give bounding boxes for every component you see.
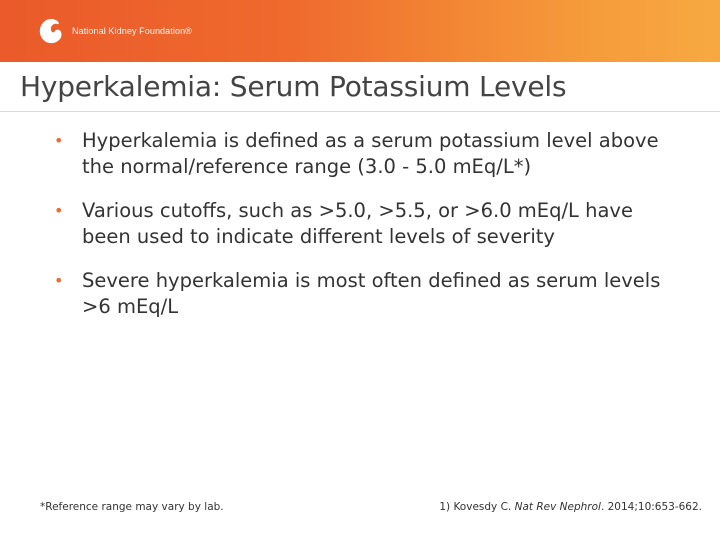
bullet-marker: • bbox=[54, 271, 64, 290]
bullet-text: Various cutoffs, such as >5.0, >5.5, or >6.0 mEq/L have been used to indicate different levels of severity bbox=[82, 199, 633, 248]
footnote: *Reference range may vary by lab. bbox=[40, 501, 224, 513]
bullet-item bbox=[52, 198, 672, 250]
citation-details: . 2014;10:653-662. bbox=[600, 501, 702, 513]
slide-title: Hyperkalemia: Serum Potassium Levels bbox=[20, 70, 567, 103]
bullet-text: Severe hyperkalemia is most often defined as serum levels >6 mEq/L bbox=[82, 269, 661, 318]
title-divider bbox=[0, 111, 720, 112]
citation-author: 1) Kovesdy C. bbox=[439, 501, 515, 513]
kidney-logo-icon bbox=[36, 16, 66, 46]
bullet-marker: • bbox=[54, 131, 64, 150]
header-banner bbox=[0, 0, 720, 62]
bullet-marker: • bbox=[54, 201, 64, 220]
bullet-text: Hyperkalemia is defined as a serum potassium level above the normal/reference range (3.0 - 5.0 mEq/L*) bbox=[82, 129, 659, 178]
citation-journal: Nat Rev Nephrol bbox=[514, 501, 601, 513]
bullet-list bbox=[52, 128, 672, 338]
logo-text: National Kidney Foundation® bbox=[72, 26, 192, 36]
bullet-item bbox=[52, 128, 672, 180]
logo bbox=[36, 16, 192, 46]
bullet-item bbox=[52, 268, 672, 320]
citation bbox=[439, 501, 702, 513]
